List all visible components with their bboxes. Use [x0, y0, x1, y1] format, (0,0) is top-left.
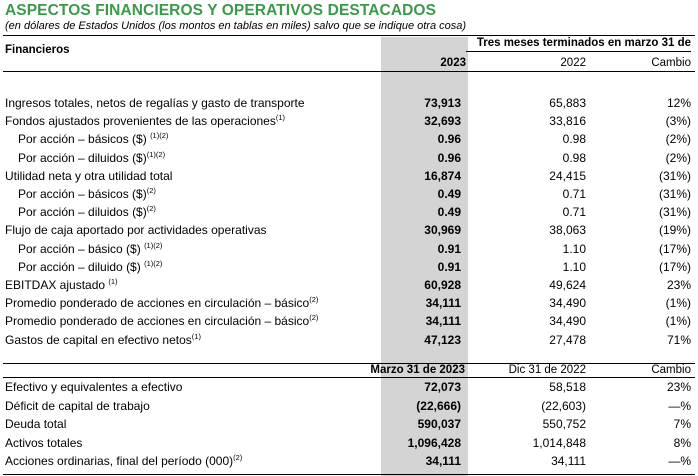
- balance-header-top-rule: [3, 363, 695, 364]
- balance-column-header-current: Marzo 31 de 2023: [370, 364, 465, 376]
- row-value-change: —%: [668, 398, 691, 413]
- row-value-prior: 0.71: [562, 205, 586, 220]
- page-title: ASPECTOS FINANCIEROS Y OPERATIVOS DESTACADOS: [5, 2, 437, 19]
- table-row: [0, 296, 698, 314]
- period-header-underline: [466, 51, 691, 52]
- row-footnote: (1)(2): [144, 240, 163, 250]
- period-header: Tres meses terminados en marzo 31 de: [476, 37, 691, 49]
- row-value-prior: 0.71: [562, 187, 586, 201]
- row-value-prior: 27,478: [549, 332, 586, 347]
- section-header-financieros: Financieros: [5, 44, 70, 56]
- row-value-prior: 58,518: [549, 380, 586, 394]
- row-label: Por acción – básico ($) $^{(1)(2)}$: [18, 240, 163, 256]
- table-row: [0, 132, 698, 150]
- balance-header-bottom-rule: [3, 377, 695, 378]
- row-value-prior: 24,415: [549, 168, 586, 183]
- row-value-current: 34,111: [425, 296, 461, 311]
- row-value-prior: 65,883: [549, 96, 586, 110]
- table-header-rule: [3, 71, 695, 72]
- row-label: Fondos ajustados provenientes de las operaciones$^{(1)}$: [5, 113, 286, 129]
- row-value-change: (19%): [658, 223, 691, 238]
- row-value-prior: (22,603): [541, 398, 586, 413]
- row-value-change: (3%): [665, 114, 691, 129]
- row-value-prior: 34,490: [549, 296, 586, 311]
- row-label: Ingresos totales, netos de regalías y gasto de transporte: [5, 96, 305, 110]
- row-value-change: 71%: [666, 332, 691, 347]
- row-value-current: 30,969: [424, 223, 461, 238]
- row-value-prior: 33,816: [549, 114, 586, 129]
- row-label: Deuda total: [5, 417, 67, 432]
- row-value-current: 0.91: [437, 241, 461, 256]
- row-value-change: 23%: [666, 278, 691, 292]
- row-footnote: (2): [309, 295, 319, 305]
- row-value-change: (2%): [665, 150, 691, 165]
- row-value-current: 0.91: [437, 259, 461, 274]
- row-value-prior: 0.98: [562, 150, 586, 165]
- row-value-current: 34,111: [425, 314, 461, 329]
- row-value-prior: 49,624: [549, 278, 586, 292]
- row-value-current: 16,874: [424, 168, 461, 183]
- row-label: Flujo de caja aportado por actividades operativas: [5, 223, 267, 238]
- row-value-current: 0.96: [437, 150, 461, 165]
- row-label: Por acción – diluido ($) $^{(1)(2)}$: [18, 258, 163, 274]
- row-value-prior: 34,490: [549, 314, 586, 329]
- row-footnote: (2): [309, 313, 319, 323]
- row-value-current: 1,096,428: [407, 435, 461, 450]
- page-subtitle: (en dólares de Estados Unidos (los montos en tablas en miles) salvo que se indique otra cosa): [5, 20, 467, 32]
- row-value-current: (22,666): [416, 398, 461, 413]
- row-label: Efectivo y equivalentes a efectivo: [5, 380, 183, 394]
- row-footnote: (2): [146, 204, 156, 214]
- table-row: [0, 333, 698, 351]
- row-value-change: 7%: [673, 417, 691, 432]
- row-value-change: (1%): [665, 296, 691, 311]
- table-row: [0, 278, 698, 296]
- column-header-cambio: Cambio: [651, 57, 691, 69]
- row-value-current: 590,037: [417, 417, 461, 432]
- table-top-rule: [3, 35, 695, 36]
- row-value-change: (2%): [665, 132, 691, 147]
- row-value-change: 8%: [673, 435, 691, 450]
- row-label: Activos totales: [5, 435, 83, 450]
- row-label: Por acción – básicos ($)$^{(2)}$: [18, 186, 156, 201]
- row-footnote: (2): [146, 186, 156, 195]
- row-label: Promedio ponderado de acciones en circulación – básico$^{(2)}$: [5, 313, 319, 329]
- row-value-current: 34,111: [425, 454, 461, 469]
- row-value-current: 0.49: [437, 205, 461, 220]
- table-row: [0, 96, 698, 114]
- row-value-current: 0.96: [437, 132, 461, 147]
- column-header-2022: 2022: [560, 57, 586, 69]
- row-value-current: 32,693: [424, 114, 461, 129]
- table-bottom-rule: [3, 474, 695, 475]
- row-value-prior: 34,111: [551, 454, 586, 469]
- row-label: Por acción – diluidos ($)$^{(2)}$: [18, 204, 156, 220]
- row-value-prior: 1.10: [562, 259, 586, 274]
- row-value-prior: 550,752: [542, 417, 586, 432]
- row-label: Por acción – básicos ($) $^{(1)(2)}$: [18, 131, 169, 147]
- balance-column-header-cambio: Cambio: [651, 364, 691, 376]
- row-value-prior: 1,014,848: [532, 435, 586, 450]
- row-footnote: (1): [275, 113, 286, 123]
- row-label: Por acción – diluidos ($)$^{(1)(2)}$: [18, 149, 166, 165]
- row-footnote: (1)(2): [150, 131, 169, 141]
- row-footnote: (1)(2): [144, 258, 163, 268]
- row-footnote: (1): [191, 331, 201, 341]
- row-label: Déficit de capital de trabajo: [5, 398, 150, 413]
- row-footnote: (1): [108, 277, 118, 286]
- row-value-change: (31%): [658, 205, 691, 220]
- column-header-2023: 2023: [440, 57, 466, 69]
- table-row: [0, 454, 698, 472]
- table-row: [0, 417, 698, 435]
- row-value-change: (1%): [665, 314, 691, 329]
- row-value-change: —%: [668, 454, 691, 469]
- row-footnote: (1)(2): [146, 149, 166, 159]
- row-value-current: 60,928: [424, 278, 461, 292]
- row-value-change: (31%): [658, 187, 691, 201]
- table-row: [0, 223, 698, 241]
- row-value-current: 72,073: [424, 380, 461, 394]
- table-row: [0, 151, 698, 169]
- row-value-prior: 0.98: [562, 132, 586, 147]
- row-value-current: 73,913: [424, 96, 461, 110]
- table-row: [0, 380, 698, 398]
- row-value-change: (17%): [658, 259, 691, 274]
- row-value-change: (31%): [658, 168, 691, 183]
- row-value-change: (17%): [658, 241, 691, 256]
- table-row: [0, 242, 698, 260]
- table-row: [0, 260, 698, 278]
- row-label: Utilidad neta y otra utilidad total: [5, 168, 173, 183]
- table-row: [0, 187, 698, 205]
- row-value-current: 0.49: [437, 187, 461, 201]
- row-label: Promedio ponderado de acciones en circulación – básico$^{(2)}$: [5, 295, 319, 311]
- balance-column-header-prior: Dic 31 de 2022: [508, 364, 586, 376]
- table-row: [0, 205, 698, 223]
- row-label: Gastos de capital en efectivo netos$^{(1)}$: [5, 331, 201, 347]
- table-row: [0, 399, 698, 417]
- row-value-prior: 1.10: [562, 241, 586, 256]
- row-value-change: 12%: [666, 96, 691, 110]
- table-row: [0, 169, 698, 187]
- table-row: [0, 314, 698, 332]
- table-row: [0, 114, 698, 132]
- table-row: [0, 436, 698, 454]
- row-value-change: 23%: [666, 380, 691, 394]
- row-value-prior: 38,063: [549, 223, 586, 238]
- row-value-current: 47,123: [424, 332, 461, 347]
- row-label: Acciones ordinarias, final del período $(000)^{(2)}$: [5, 453, 243, 469]
- row-label: EBITDAX ajustado $^{(1)}$: [5, 277, 118, 292]
- row-footnote: (2): [233, 453, 243, 463]
